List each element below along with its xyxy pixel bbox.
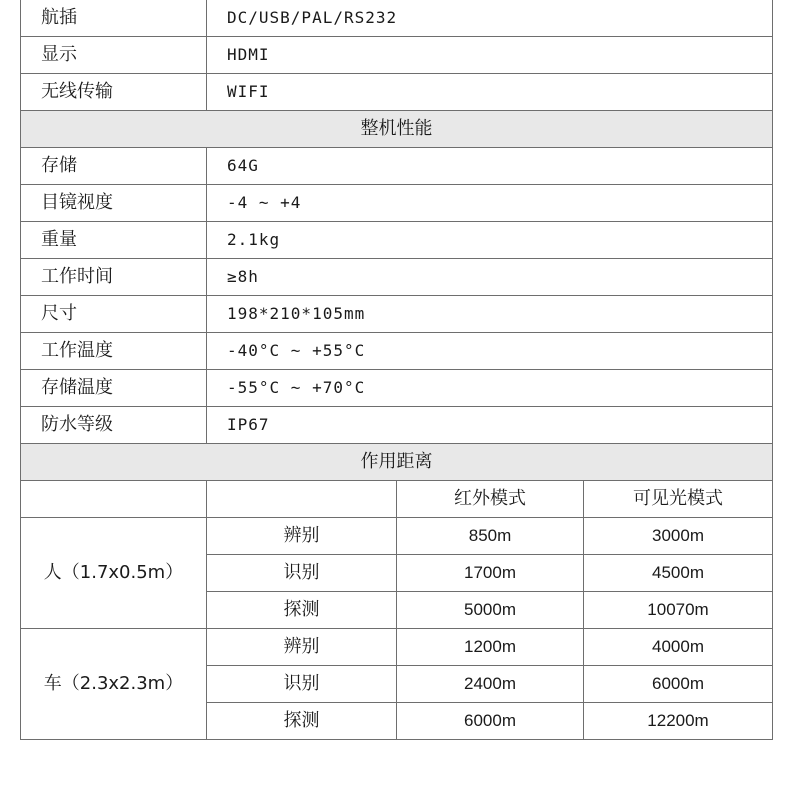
range-target-vehicle: 车（2.3x2.3m） — [21, 629, 207, 740]
section-header-row — [21, 444, 773, 481]
spec-label: 存储 — [21, 148, 207, 185]
spec-value: IP67 — [207, 407, 773, 444]
range-type: 识别 — [207, 666, 397, 703]
range-ir-value: 5000m — [397, 592, 584, 629]
spec-table — [20, 0, 773, 740]
spec-value: HDMI — [207, 37, 773, 74]
range-row — [21, 629, 773, 666]
range-type: 识别 — [207, 555, 397, 592]
range-type: 探测 — [207, 703, 397, 740]
range-visible-value: 3000m — [584, 518, 773, 555]
spec-label: 无线传输 — [21, 74, 207, 111]
range-visible-value: 4000m — [584, 629, 773, 666]
spec-row — [21, 37, 773, 74]
spec-value: -4 ~ +4 — [207, 185, 773, 222]
spec-value: ≥8h — [207, 259, 773, 296]
section-header-row — [21, 111, 773, 148]
spec-row — [21, 370, 773, 407]
spec-row — [21, 185, 773, 222]
range-header-visible: 可见光模式 — [584, 481, 773, 518]
spec-row — [21, 222, 773, 259]
range-visible-value: 6000m — [584, 666, 773, 703]
spec-label: 航插 — [21, 0, 207, 37]
spec-label: 存储温度 — [21, 370, 207, 407]
spec-row — [21, 296, 773, 333]
spec-label: 显示 — [21, 37, 207, 74]
spec-row — [21, 407, 773, 444]
range-type: 辨别 — [207, 629, 397, 666]
range-type: 辨别 — [207, 518, 397, 555]
range-ir-value: 2400m — [397, 666, 584, 703]
spec-label: 工作时间 — [21, 259, 207, 296]
spec-label: 重量 — [21, 222, 207, 259]
range-ir-value: 1200m — [397, 629, 584, 666]
spec-label: 目镜视度 — [21, 185, 207, 222]
section-title-range: 作用距离 — [21, 444, 773, 481]
spec-value: 2.1kg — [207, 222, 773, 259]
spec-row — [21, 148, 773, 185]
range-ir-value: 6000m — [397, 703, 584, 740]
spec-row — [21, 333, 773, 370]
range-row — [21, 518, 773, 555]
range-header-empty — [21, 481, 207, 518]
spec-value: WIFI — [207, 74, 773, 111]
spec-row — [21, 0, 773, 37]
range-ir-value: 1700m — [397, 555, 584, 592]
range-visible-value: 4500m — [584, 555, 773, 592]
spec-label: 防水等级 — [21, 407, 207, 444]
range-type: 探测 — [207, 592, 397, 629]
spec-label: 尺寸 — [21, 296, 207, 333]
spec-value: -40°C ~ +55°C — [207, 333, 773, 370]
range-visible-value: 12200m — [584, 703, 773, 740]
spec-value: 64G — [207, 148, 773, 185]
spec-label: 工作温度 — [21, 333, 207, 370]
range-visible-value: 10070m — [584, 592, 773, 629]
spec-row — [21, 74, 773, 111]
range-target-person: 人（1.7x0.5m） — [21, 518, 207, 629]
spec-value: -55°C ~ +70°C — [207, 370, 773, 407]
range-header-empty — [207, 481, 397, 518]
spec-value: 198*210*105mm — [207, 296, 773, 333]
spec-row — [21, 259, 773, 296]
spec-value: DC/USB/PAL/RS232 — [207, 0, 773, 37]
range-ir-value: 850m — [397, 518, 584, 555]
range-header-row — [21, 481, 773, 518]
section-title-machine: 整机性能 — [21, 111, 773, 148]
range-header-ir: 红外模式 — [397, 481, 584, 518]
